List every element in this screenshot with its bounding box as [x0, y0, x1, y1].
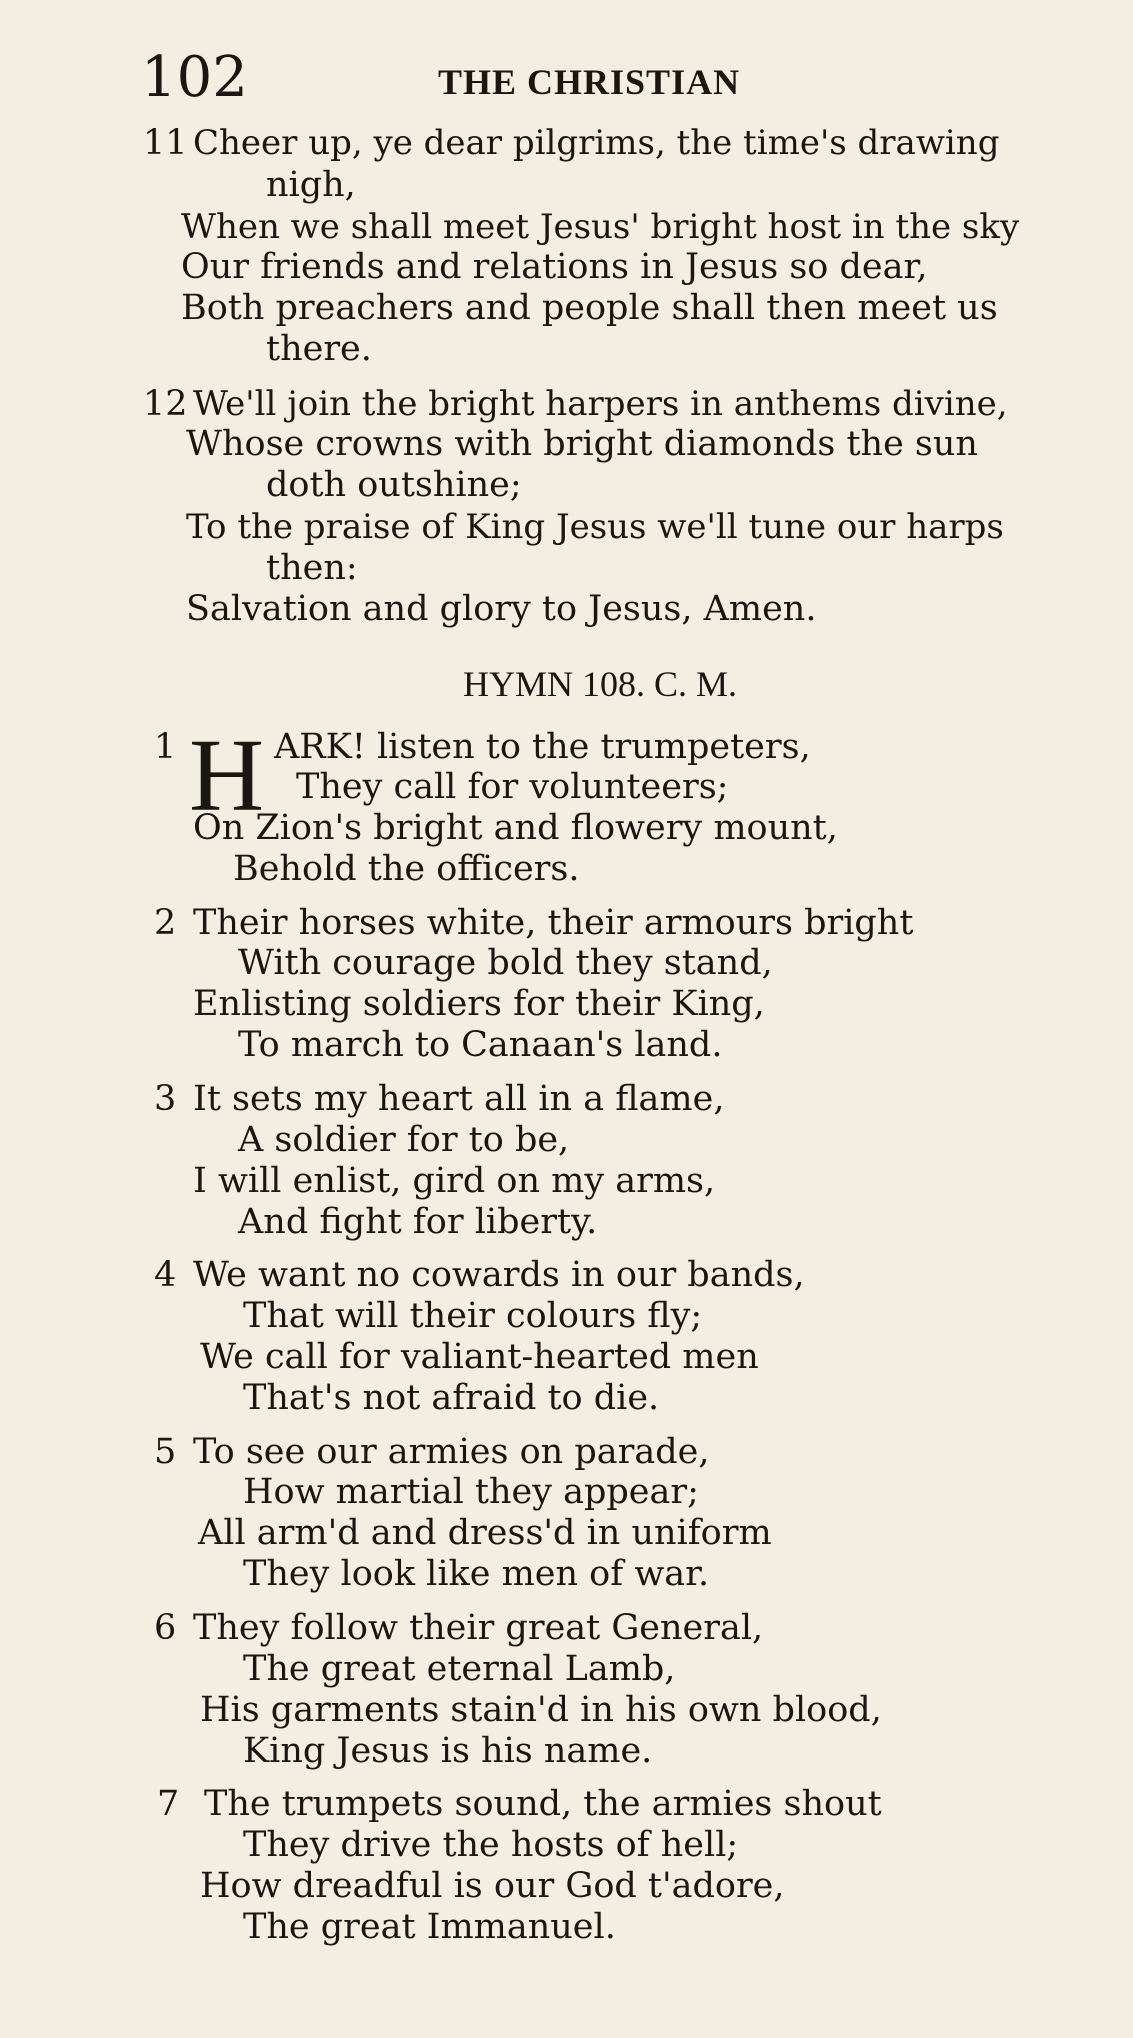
verse-number: 1 [154, 727, 177, 767]
verse-number: 11 [143, 123, 188, 163]
verse-line: It sets my heart all in a flame, [193, 1079, 725, 1119]
verse-line: They call for volunteers; [296, 767, 729, 807]
verse-line: And fight for liberty. [238, 1202, 598, 1242]
verse-line: To see our armies on parade, [193, 1432, 710, 1472]
verse-line: nigh, [266, 165, 356, 205]
verse-line: Behold the officers. [233, 849, 580, 889]
verse-line: Both preachers and people shall then meet us [181, 288, 998, 328]
verse-line: I will enlist, gird on my arms, [193, 1161, 716, 1201]
verse-line: We want no cowards in our bands, [193, 1255, 805, 1295]
verse-line: Whose crowns with bright diamonds the sun [186, 424, 978, 464]
verse-line: The great eternal Lamb, [243, 1649, 676, 1689]
verse-line: When we shall meet Jesus' bright host in the sky [181, 207, 1020, 247]
verse-line: All arm'd and dress'd in uniform [198, 1513, 772, 1553]
verse-line: Our friends and relations in Jesus so dear, [181, 247, 928, 287]
drop-cap: H [189, 718, 265, 833]
verse-line: His garments stain'd in his own blood, [200, 1690, 882, 1730]
verse-number: 2 [154, 903, 177, 943]
verse-line: That's not afraid to die. [243, 1378, 660, 1418]
verse-line: With courage bold they stand, [238, 943, 773, 983]
verse-line: How martial they appear; [243, 1472, 699, 1512]
verse-line: ARK! listen to the trumpeters, [274, 727, 811, 767]
verse-line: They follow their great General, [193, 1608, 764, 1648]
hymn-title: HYMN 108. C. M. [463, 664, 738, 704]
verse-line: On Zion's bright and flowery mount, [193, 808, 838, 848]
verse-number: 6 [154, 1608, 177, 1648]
verse-number: 12 [143, 384, 188, 424]
verse-line: there. [266, 329, 372, 369]
verse-line: Enlisting soldiers for their King, [193, 984, 765, 1024]
verse-line: The trumpets sound, the armies shout [204, 1784, 882, 1824]
page-number: 102 [141, 45, 248, 110]
verse-line: That will their colours fly; [243, 1296, 703, 1336]
verse-number: 4 [154, 1255, 177, 1295]
verse-line: To the praise of King Jesus we'll tune our harps [186, 507, 1004, 547]
verse-line: The great Immanuel. [243, 1907, 616, 1947]
verse-line: A soldier for to be, [238, 1120, 570, 1160]
verse-line: Their horses white, their armours bright [193, 903, 914, 943]
verse-number: 5 [154, 1432, 177, 1472]
verse-line: doth outshine; [266, 465, 522, 505]
verse-line: We'll join the bright harpers in anthems divine, [193, 384, 1008, 424]
verse-line: How dreadful is our God t'adore, [200, 1866, 785, 1906]
verse-line: King Jesus is his name. [243, 1731, 653, 1771]
verse-line: then: [266, 548, 358, 588]
verse-line: Salvation and glory to Jesus, Amen. [186, 589, 817, 629]
running-head: THE CHRISTIAN [438, 62, 741, 102]
verse-line: They look like men of war. [243, 1554, 710, 1594]
verse-number: 3 [154, 1079, 177, 1119]
verse-line: Cheer up, ye dear pilgrims, the time's drawing [193, 123, 1000, 163]
verse-line: They drive the hosts of hell; [243, 1825, 739, 1865]
verse-line: We call for valiant-hearted men [200, 1337, 759, 1377]
verse-number: 7 [157, 1784, 180, 1824]
verse-line: To march to Canaan's land. [238, 1025, 723, 1065]
